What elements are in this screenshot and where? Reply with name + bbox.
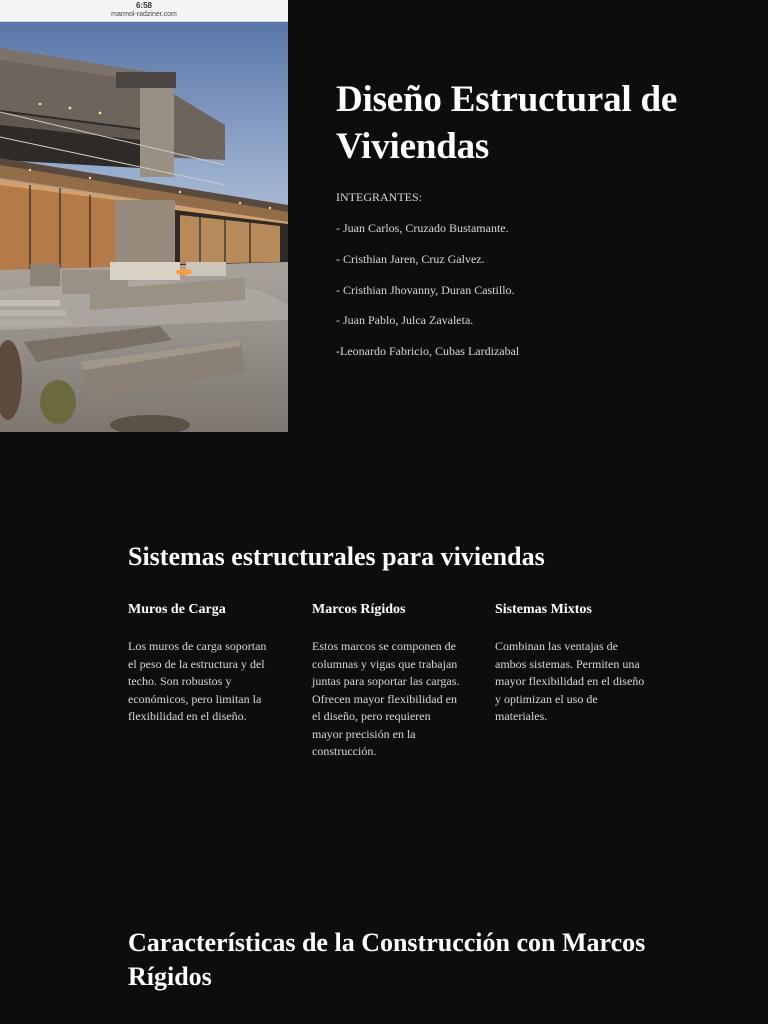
structural-systems-section	[128, 540, 648, 758]
member-item: - Juan Carlos, Cruzado Bustamante.	[336, 221, 509, 235]
section-title: Características de la Construcción con Marcos Rígidos	[128, 928, 646, 991]
system-heading: Muros de Carga	[128, 602, 226, 617]
member-item: - Juan Pablo, Julca Zavaleta.	[336, 313, 474, 328]
hero-house-photo	[0, 0, 288, 432]
system-description: Combinan las ventajas de ambos sistemas. Permiten una mayor flexibilidad en el diseño y optimizan el uso de materiales.	[495, 639, 645, 723]
system-description: Estos marcos se componen de columnas y vigas que trabajan juntas para soportar las cargas. Ofrecen mayor flexibilidad en el diseño, pero requieren mayor precisión en la construcción.	[312, 639, 460, 758]
url-label[interactable]: marmol-radziner.com	[111, 11, 177, 18]
member-item: - Cristhian Jhovanny, Duran Castillo.	[336, 282, 515, 297]
browser-status-bar	[0, 0, 288, 22]
page-title: Diseño Estructural de Viviendas	[336, 79, 678, 167]
system-card-load-bearing-walls	[128, 602, 278, 726]
status-time: 6:58	[135, 1, 152, 10]
features-section	[128, 926, 668, 994]
members-label: INTEGRANTES:	[336, 190, 422, 204]
system-description: Los muros de carga soportan el peso de la estructura y del techo. Son robustos y económicos, pero limitan la flexibilidad en el diseño.	[128, 639, 267, 723]
system-heading: Sistemas Mixtos	[495, 602, 592, 617]
system-card-mixed-systems	[495, 602, 645, 726]
system-card-rigid-frames	[312, 602, 462, 761]
system-heading: Marcos Rígidos	[312, 602, 406, 617]
house-illustration	[0, 0, 288, 432]
member-item: - Cristhian Jaren, Cruz Galvez.	[336, 251, 485, 266]
member-item: -Leonardo Fabricio, Cubas Lardizabal	[336, 344, 520, 359]
section-title: Sistemas estructurales para viviendas	[128, 542, 545, 571]
hero-text-block	[336, 76, 716, 375]
